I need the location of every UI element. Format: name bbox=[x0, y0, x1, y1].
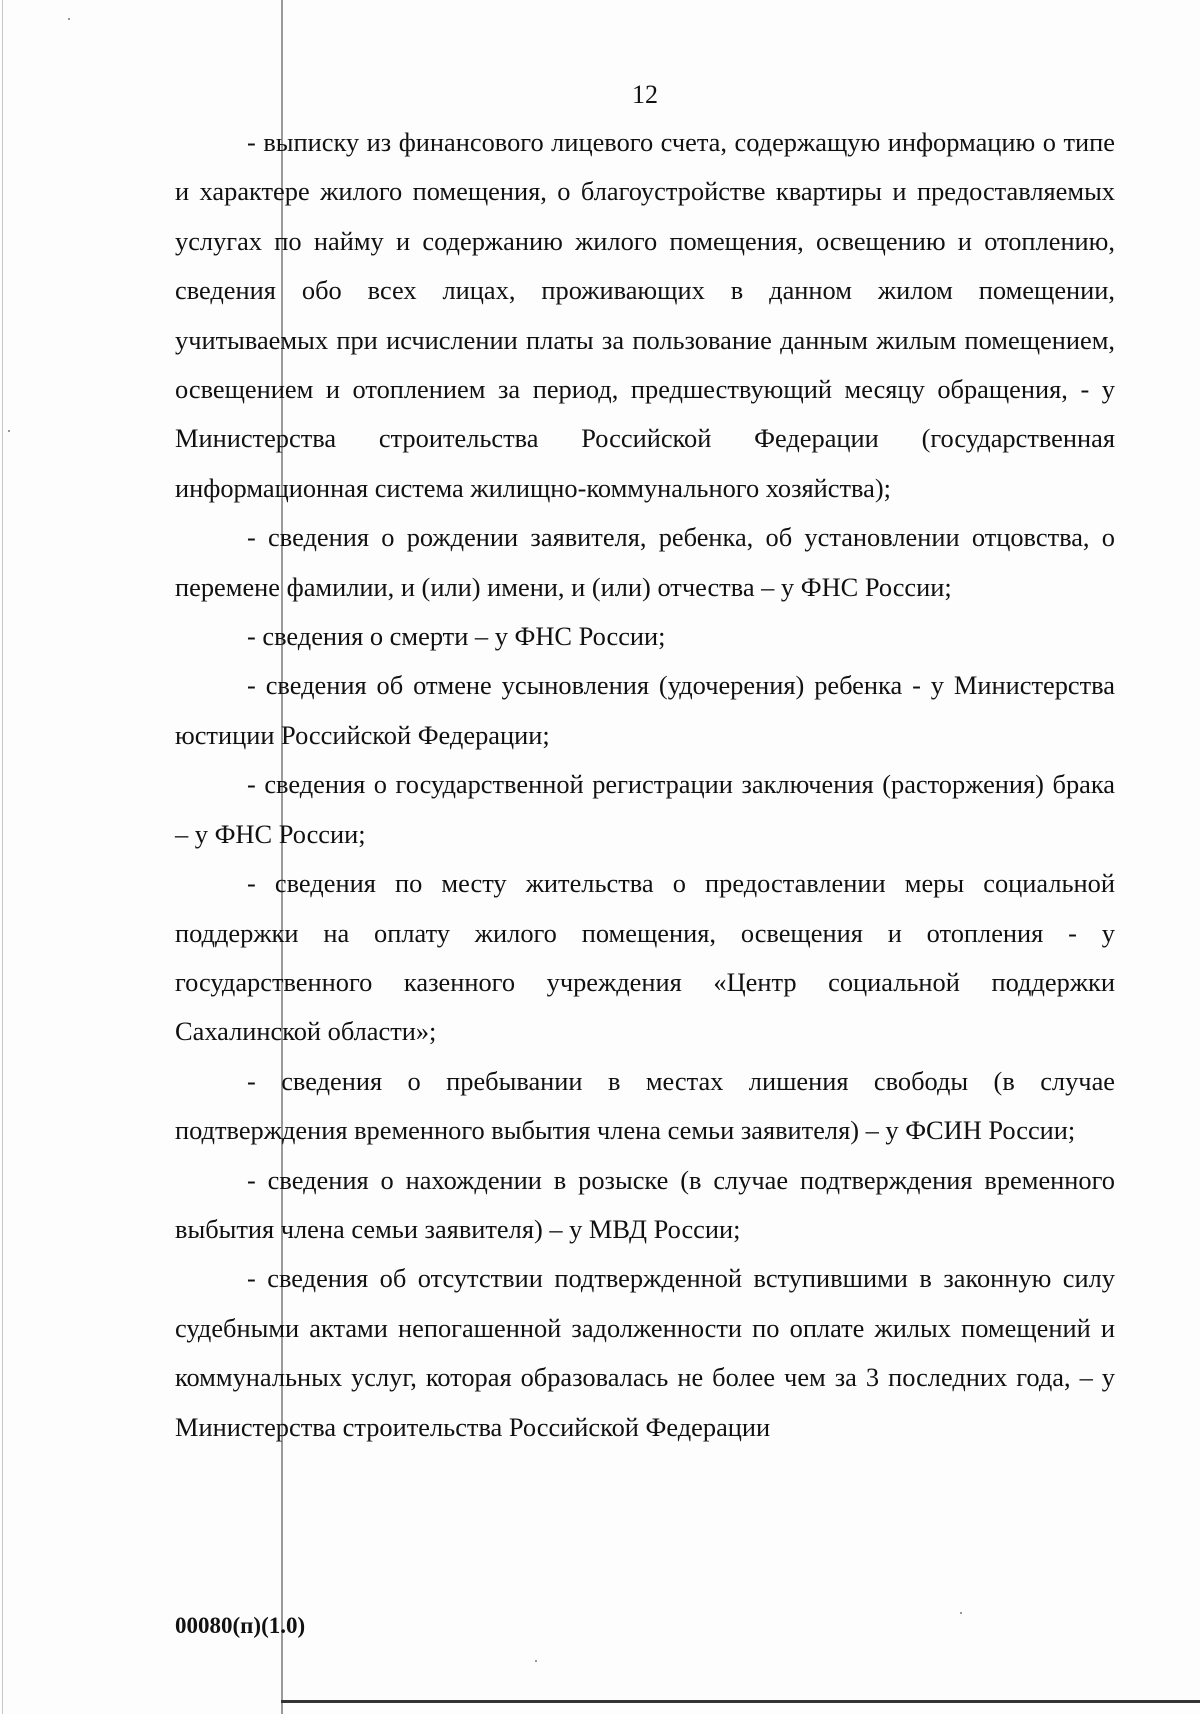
paragraph: - выписку из финансового лицевого счета, содержащую информацию о типе и характере жилого помещения, о благоустройстве квартиры и предоставляемых услугах по найму и содержанию жилого помещения, освещению и отоплению, сведения обо всех лицах, проживающих в данном жилом помещении, учитываемых при исчислении платы за пользование данным жилым помещением, освещением и отоплением за период, предшествующий месяцу обращения, - у Министерства строительства Российской Федерации (государственная информационная система жилищно-коммунального хозяйства); bbox=[175, 127, 1115, 503]
body-text bbox=[175, 118, 1115, 1452]
paragraph: - сведения об отсутствии подтвержденной вступившими в законную силу судебными актами непогашенной задолженности по оплате жилых помещений и коммунальных услуг, которая образовалась не более чем за 3 последних года, – у Министерства строительства Российской Федерации bbox=[175, 1263, 1115, 1442]
scan-left-edge bbox=[2, 0, 3, 1714]
scan-speck bbox=[535, 1660, 537, 1662]
paragraph: - сведения об отмене усыновления (удочерения) ребенка - у Министерства юстиции Российской Федерации; bbox=[175, 670, 1115, 750]
paragraph: - сведения по месту жительства о предоставлении меры социальной поддержки на оплату жилого помещения, освещения и отопления - у государственного казенного учреждения «Центр социальной поддержки Сахалинской области»; bbox=[175, 868, 1115, 1047]
page-number: 12 bbox=[632, 80, 658, 109]
document-code: 00080(п)(1.0) bbox=[175, 1613, 306, 1638]
paragraph: - сведения о пребывании в местах лишения свободы (в случае подтверждения временного выбытия члена семьи заявителя) – у ФСИН России; bbox=[175, 1065, 1115, 1146]
scan-speck bbox=[68, 18, 70, 20]
scan-speck bbox=[960, 1612, 962, 1614]
scan-bottom-line bbox=[281, 1700, 1200, 1703]
scan-speck bbox=[8, 430, 10, 432]
paragraph: - сведения о государственной регистрации заключения (расторжения) брака – у ФНС России; bbox=[175, 769, 1115, 849]
paragraph: - сведения о нахождении в розыске (в случае подтверждения временного выбытия члена семьи заявителя) – у МВД России; bbox=[175, 1164, 1115, 1244]
paragraph: - сведения о рождении заявителя, ребенка, об установлении отцовства, о перемене фамилии, и (или) имени, и (или) отчества – у ФНС России; bbox=[175, 522, 1115, 602]
paragraph: - сведения о смерти – у ФНС России; bbox=[247, 621, 666, 652]
